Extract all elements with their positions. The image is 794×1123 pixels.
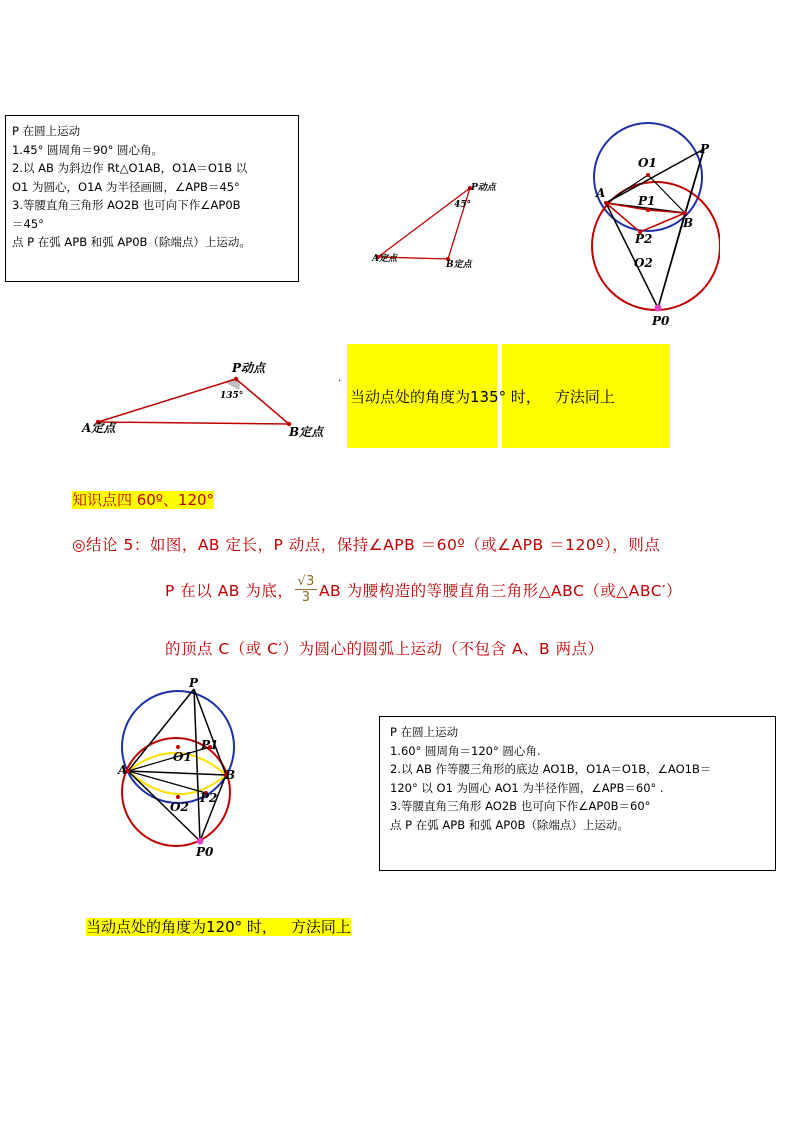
- fraction-denominator: 3: [301, 590, 311, 605]
- box1-line: 点 P 在弧 APB 和弧 AP0B（除端点）上运动。: [12, 235, 251, 249]
- conclusion-line-2-pre: P 在以 AB 为底，: [165, 581, 294, 600]
- label-p0: P0: [652, 314, 670, 328]
- label-o2: O2: [170, 800, 189, 814]
- box2-line: 1.60° 圆周角＝120° 圆心角.: [390, 743, 541, 758]
- explanation-box-45: [5, 115, 299, 282]
- label-b: B: [225, 768, 236, 782]
- conclusion-line-3: 的顶点 C（或 C′）为圆心的圆弧上运动（不包含 A、B 两点）: [165, 640, 604, 658]
- box1-line: P 在圆上运动: [12, 124, 81, 138]
- label-o1: O1: [638, 156, 657, 170]
- box2-line: 3.等腰直角三角形 AO2B 也可向下作∠AP0B＝60°: [390, 799, 651, 813]
- fraction: [295, 574, 317, 605]
- label-b: B定点: [446, 260, 472, 270]
- label-o2: O2: [634, 256, 653, 270]
- box1-line: 3.等腰直角三角形 AO2B 也可向下作∠AP0B: [12, 198, 241, 212]
- section-title-text: 知识点四 60º、120°: [72, 491, 215, 509]
- bullet-dot: ·: [338, 376, 342, 387]
- conclusion-line-2: [165, 574, 682, 605]
- label-o1: O1: [173, 750, 192, 764]
- box2-line: P 在圆上运动: [390, 725, 459, 739]
- box1-line: 1.45° 圆周角＝90° 圆心角。: [12, 142, 164, 157]
- triangle-45-shape: [378, 188, 470, 259]
- label-a: A定点: [372, 254, 397, 264]
- fraction-numerator: √3: [297, 574, 315, 589]
- box2-line: 120° 以 O1 为圆心 AO1 为半径作圆，∠APB＝60° .: [390, 780, 664, 795]
- conclusion-line-1: ◎结论 5：如图，AB 定长，P 动点，保持∠APB ＝60º（或∠APB ＝120º），则点: [72, 536, 661, 554]
- label-b: B定点: [289, 425, 324, 439]
- label-p0: P0: [196, 845, 214, 859]
- note-120-post: 方法同上: [290, 918, 351, 936]
- box1-line: ＝45°: [12, 216, 44, 231]
- label-p2: P2: [635, 232, 653, 246]
- note-135: [350, 386, 615, 407]
- box2-line: 点 P 在弧 APB 和弧 AP0B（除端点）上运动。: [390, 817, 629, 832]
- box1-line: O1 为圆心，O1A 为半径画圆，∠APB＝45°: [12, 179, 240, 194]
- label-p: P动点: [471, 183, 496, 193]
- label-p1: P1: [201, 738, 219, 752]
- label-p: P: [189, 676, 199, 690]
- label-b: B: [683, 216, 694, 230]
- note-120-value: 120° 时，: [206, 918, 277, 936]
- label-angle: 45°: [454, 200, 472, 210]
- label-a: A定点: [82, 421, 116, 435]
- note-135-pre: 当动点处的角度为: [350, 388, 471, 406]
- triangle-135-shape: [98, 379, 289, 424]
- box2-line: 2.以 AB 作等腰三角形的底边 AO1B，O1A＝O1B，∠AO1B＝: [390, 762, 712, 776]
- conclusion-line-2-post: AB 为腰构造的等腰直角三角形△ABC（或△ABC′）: [318, 581, 683, 600]
- explanation-box-60: [379, 716, 776, 871]
- label-a: A: [596, 186, 606, 200]
- triangle-135-figure: [80, 360, 340, 445]
- circles-45-figure: [570, 115, 720, 335]
- box1-line: 2.以 AB 为斜边作 Rt△O1AB，O1A＝O1B 以: [12, 161, 248, 175]
- circles-60-figure: [110, 675, 250, 860]
- triangle-45-figure: [360, 175, 510, 275]
- label-angle: 135°: [220, 391, 244, 401]
- label-p1: P1: [638, 194, 656, 208]
- note-120: [86, 916, 351, 937]
- lower-circle: [592, 182, 720, 310]
- label-a: A: [118, 763, 128, 777]
- note-135-post: 方法同上: [554, 388, 615, 406]
- section-title: [72, 489, 214, 510]
- note-120-pre: 当动点处的角度为: [86, 918, 207, 936]
- label-p2: P2: [200, 791, 218, 805]
- note-135-value: 135° 时，: [470, 388, 541, 406]
- label-p: P: [700, 142, 710, 156]
- label-p: P动点: [232, 361, 266, 375]
